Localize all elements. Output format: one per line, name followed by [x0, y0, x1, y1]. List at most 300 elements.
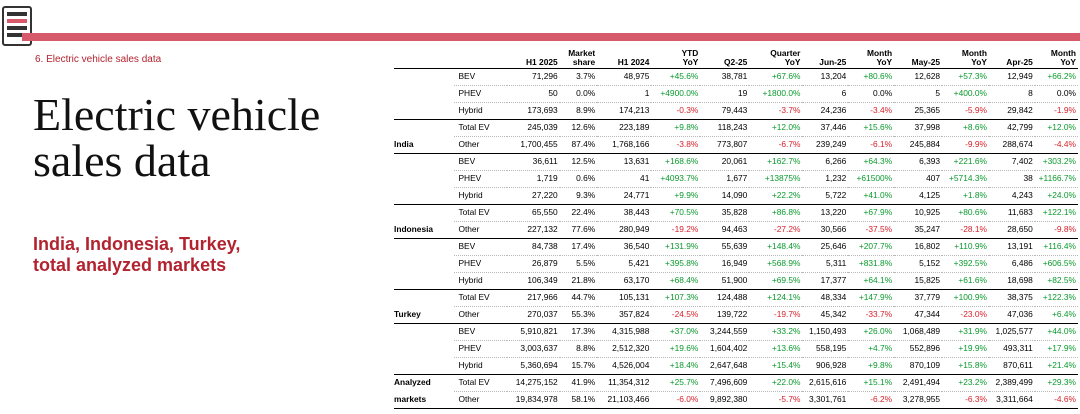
region-cell [394, 256, 454, 273]
value-cell: -19.2% [651, 222, 700, 239]
column-header-line-1: Month [961, 48, 987, 58]
column-header-line-1: Market [568, 48, 596, 58]
value-cell: +80.6% [848, 69, 894, 86]
value-cell: +400.0% [942, 86, 989, 103]
value-cell: 38,375 [989, 290, 1035, 307]
value-cell: 45,342 [802, 307, 848, 324]
value-cell: 4,125 [894, 188, 942, 205]
value-cell: 27,220 [507, 188, 560, 205]
region-label: Indonesia [394, 222, 454, 239]
value-cell: 2,491,494 [894, 375, 942, 392]
table-row [394, 290, 1078, 307]
value-cell: +100.9% [942, 290, 989, 307]
value-cell: 35,828 [700, 205, 749, 222]
value-cell: 36,540 [597, 239, 651, 256]
value-cell: 280,949 [597, 222, 651, 239]
value-cell: 10,925 [894, 205, 942, 222]
value-cell: -5.7% [749, 392, 802, 409]
column-header [560, 49, 598, 69]
value-cell: +31.9% [942, 324, 989, 341]
value-cell: -27.2% [749, 222, 802, 239]
value-cell: 2,647,648 [700, 358, 749, 375]
value-cell: +107.3% [651, 290, 700, 307]
table-row [394, 273, 1078, 290]
region-cell [394, 69, 454, 86]
value-cell: 223,189 [597, 120, 651, 137]
value-cell: 84,738 [507, 239, 560, 256]
value-cell: -6.1% [848, 137, 894, 154]
table-header-row [394, 49, 1078, 69]
column-header [507, 49, 560, 69]
column-header [394, 49, 454, 69]
column-header [989, 49, 1035, 69]
value-cell: -28.1% [942, 222, 989, 239]
vehicle-type-cell: Other [454, 392, 506, 409]
value-cell: 48,334 [802, 290, 848, 307]
value-cell: 6,486 [989, 256, 1035, 273]
value-cell: 25,646 [802, 239, 848, 256]
column-header [894, 49, 942, 69]
column-header-line-2: YoY [784, 57, 801, 67]
value-cell: 5,722 [802, 188, 848, 205]
page-subtitle [33, 234, 393, 276]
table-row [394, 120, 1078, 137]
value-cell: 552,896 [894, 341, 942, 358]
value-cell: +70.5% [651, 205, 700, 222]
value-cell: 77.6% [560, 222, 598, 239]
value-cell: 5,910,821 [507, 324, 560, 341]
vehicle-type-cell: PHEV [454, 171, 506, 188]
value-cell: 407 [894, 171, 942, 188]
region-cell [394, 324, 454, 341]
value-cell: +26.0% [848, 324, 894, 341]
value-cell: +15.6% [848, 120, 894, 137]
value-cell: 55,639 [700, 239, 749, 256]
value-cell: -33.7% [848, 307, 894, 324]
value-cell: 5,152 [894, 256, 942, 273]
value-cell: +64.3% [848, 154, 894, 171]
value-cell: -9.9% [942, 137, 989, 154]
region-cell [394, 86, 454, 103]
value-cell: +15.1% [848, 375, 894, 392]
value-cell: 8.8% [560, 341, 598, 358]
value-cell: 1,677 [700, 171, 749, 188]
value-cell: +392.5% [942, 256, 989, 273]
column-header [700, 49, 749, 69]
value-cell: 28,650 [989, 222, 1035, 239]
region-cell [394, 239, 454, 256]
value-cell: 239,249 [802, 137, 848, 154]
value-cell: 50 [507, 86, 560, 103]
value-cell: 51,900 [700, 273, 749, 290]
value-cell: 11,354,312 [597, 375, 651, 392]
value-cell: 71,296 [507, 69, 560, 86]
value-cell: 357,824 [597, 307, 651, 324]
value-cell: +1166.7% [1035, 171, 1078, 188]
value-cell: 37,998 [894, 120, 942, 137]
column-header-line-1: Q2-25 [724, 57, 748, 67]
value-cell: 12,628 [894, 69, 942, 86]
value-cell: +21.4% [1035, 358, 1078, 375]
vehicle-type-cell: Total EV [454, 290, 506, 307]
value-cell: +122.1% [1035, 205, 1078, 222]
value-cell: +6.4% [1035, 307, 1078, 324]
value-cell: +4.7% [848, 341, 894, 358]
value-cell: 12.6% [560, 120, 598, 137]
value-cell: 20,061 [700, 154, 749, 171]
value-cell: -6.7% [749, 137, 802, 154]
value-cell: 11,683 [989, 205, 1035, 222]
value-cell: +19.9% [942, 341, 989, 358]
table-row [394, 222, 1078, 239]
value-cell: +17.9% [1035, 341, 1078, 358]
value-cell: +69.5% [749, 273, 802, 290]
vehicle-type-cell: Hybrid [454, 273, 506, 290]
region-cell [394, 358, 454, 375]
value-cell: 906,928 [802, 358, 848, 375]
value-cell: +1.8% [942, 188, 989, 205]
value-cell: +66.2% [1035, 69, 1078, 86]
value-cell: +61500% [848, 171, 894, 188]
value-cell: 124,488 [700, 290, 749, 307]
value-cell: +147.9% [848, 290, 894, 307]
value-cell: +116.4% [1035, 239, 1078, 256]
value-cell: 5.5% [560, 256, 598, 273]
column-header-line-1: May-25 [911, 57, 941, 67]
value-cell: 14,090 [700, 188, 749, 205]
column-header-line-1: Quarter [770, 48, 801, 58]
value-cell: 1,150,493 [802, 324, 848, 341]
value-cell: 5,360,694 [507, 358, 560, 375]
value-cell: -3.7% [749, 103, 802, 120]
value-cell: 5 [894, 86, 942, 103]
value-cell: 1,719 [507, 171, 560, 188]
value-cell: -3.4% [848, 103, 894, 120]
value-cell: +29.3% [1035, 375, 1078, 392]
column-header [749, 49, 802, 69]
value-cell: 47,036 [989, 307, 1035, 324]
value-cell: +110.9% [942, 239, 989, 256]
value-cell: -4.6% [1035, 392, 1078, 409]
value-cell: 1 [597, 86, 651, 103]
value-cell: +9.8% [848, 358, 894, 375]
value-cell: 870,109 [894, 358, 942, 375]
value-cell: -19.7% [749, 307, 802, 324]
value-cell: +68.4% [651, 273, 700, 290]
value-cell: 3,311,664 [989, 392, 1035, 409]
value-cell: +122.3% [1035, 290, 1078, 307]
value-cell: 29,842 [989, 103, 1035, 120]
region-cell [394, 154, 454, 171]
vehicle-type-cell: Total EV [454, 120, 506, 137]
page-subtitle-line-2: total analyzed markets [33, 255, 227, 275]
column-header-line-2: YoY [876, 57, 893, 67]
value-cell: +13.6% [749, 341, 802, 358]
value-cell: +25.7% [651, 375, 700, 392]
vehicle-type-cell: Total EV [454, 205, 506, 222]
column-header-line-1: Month [1050, 48, 1076, 58]
value-cell: +207.7% [848, 239, 894, 256]
value-cell: 14,275,152 [507, 375, 560, 392]
value-cell: -24.5% [651, 307, 700, 324]
value-cell: 13,191 [989, 239, 1035, 256]
vehicle-type-cell: PHEV [454, 86, 506, 103]
value-cell: +24.0% [1035, 188, 1078, 205]
value-cell: 1,768,166 [597, 137, 651, 154]
value-cell: +168.6% [651, 154, 700, 171]
value-cell: +831.8% [848, 256, 894, 273]
value-cell: 12.5% [560, 154, 598, 171]
value-cell: 0.0% [560, 86, 598, 103]
value-cell: +61.6% [942, 273, 989, 290]
value-cell: +131.9% [651, 239, 700, 256]
value-cell: 227,132 [507, 222, 560, 239]
region-cell [394, 290, 454, 307]
value-cell: 1,232 [802, 171, 848, 188]
value-cell: 270,037 [507, 307, 560, 324]
column-header-line-1: YTD [681, 48, 699, 58]
table-row [394, 392, 1078, 409]
column-header [597, 49, 651, 69]
value-cell: 3,003,637 [507, 341, 560, 358]
vehicle-type-cell: BEV [454, 324, 506, 341]
value-cell: -4.4% [1035, 137, 1078, 154]
column-header [1035, 49, 1078, 69]
value-cell: +45.6% [651, 69, 700, 86]
column-header [802, 49, 848, 69]
value-cell: 7,402 [989, 154, 1035, 171]
table-row [394, 69, 1078, 86]
value-cell: 38,781 [700, 69, 749, 86]
value-cell: 139,722 [700, 307, 749, 324]
value-cell: 19 [700, 86, 749, 103]
value-cell: +22.0% [749, 375, 802, 392]
column-header-line-1: Apr-25 [1006, 57, 1033, 67]
value-cell: +15.8% [942, 358, 989, 375]
column-header-line-2: share [572, 57, 596, 67]
value-cell: 37,446 [802, 120, 848, 137]
value-cell: +9.9% [651, 188, 700, 205]
value-cell: 21,103,466 [597, 392, 651, 409]
section-label: 6. Electric vehicle sales data [35, 54, 162, 65]
value-cell: 493,311 [989, 341, 1035, 358]
value-cell: 773,807 [700, 137, 749, 154]
value-cell: +124.1% [749, 290, 802, 307]
table-row [394, 324, 1078, 341]
table-row [394, 171, 1078, 188]
value-cell: +606.5% [1035, 256, 1078, 273]
value-cell: +5714.3% [942, 171, 989, 188]
value-cell: +9.8% [651, 120, 700, 137]
value-cell: 18,698 [989, 273, 1035, 290]
table-row [394, 307, 1078, 324]
value-cell: +8.6% [942, 120, 989, 137]
column-header [942, 49, 989, 69]
region-cell [394, 205, 454, 222]
value-cell: 8 [989, 86, 1035, 103]
value-cell: -6.2% [848, 392, 894, 409]
value-cell: 245,039 [507, 120, 560, 137]
table-row [394, 103, 1078, 120]
value-cell: +13875% [749, 171, 802, 188]
value-cell: 16,802 [894, 239, 942, 256]
page-title-line-1: Electric vehicle [33, 89, 321, 140]
value-cell: +37.0% [651, 324, 700, 341]
region-cell [394, 171, 454, 188]
value-cell: +1800.0% [749, 86, 802, 103]
value-cell: -9.8% [1035, 222, 1078, 239]
value-cell: -37.5% [848, 222, 894, 239]
value-cell: 36,611 [507, 154, 560, 171]
value-cell: 9,892,380 [700, 392, 749, 409]
table-row [394, 239, 1078, 256]
vehicle-type-cell: BEV [454, 69, 506, 86]
value-cell: 6,393 [894, 154, 942, 171]
value-cell: 0.0% [1035, 86, 1078, 103]
value-cell: 16,949 [700, 256, 749, 273]
value-cell: 558,195 [802, 341, 848, 358]
page-title-line-2: sales data [33, 135, 211, 186]
value-cell: 4,526,004 [597, 358, 651, 375]
column-header-line-1: Month [867, 48, 893, 58]
column-header-line-1: H1 2024 [617, 57, 650, 67]
region-cell [394, 341, 454, 358]
value-cell: 17,377 [802, 273, 848, 290]
value-cell: 9.3% [560, 188, 598, 205]
table-row [394, 256, 1078, 273]
value-cell: 24,771 [597, 188, 651, 205]
value-cell: 44.7% [560, 290, 598, 307]
column-header [651, 49, 700, 69]
value-cell: 17.3% [560, 324, 598, 341]
vehicle-type-cell: Hybrid [454, 103, 506, 120]
value-cell: 118,243 [700, 120, 749, 137]
column-header [454, 49, 506, 69]
region-cell [394, 273, 454, 290]
value-cell: +80.6% [942, 205, 989, 222]
value-cell: 65,550 [507, 205, 560, 222]
value-cell: 217,966 [507, 290, 560, 307]
column-header-line-2: YoY [682, 57, 699, 67]
table-body [394, 69, 1078, 409]
value-cell: +221.6% [942, 154, 989, 171]
value-cell: +303.2% [1035, 154, 1078, 171]
value-cell: 17.4% [560, 239, 598, 256]
value-cell: 19,834,978 [507, 392, 560, 409]
vehicle-type-cell: Other [454, 222, 506, 239]
value-cell: 4,243 [989, 188, 1035, 205]
value-cell: 24,236 [802, 103, 848, 120]
value-cell: 35,247 [894, 222, 942, 239]
value-cell: 1,604,402 [700, 341, 749, 358]
accent-bar [22, 33, 1080, 41]
value-cell: 7,496,609 [700, 375, 749, 392]
value-cell: 87.4% [560, 137, 598, 154]
value-cell: -5.9% [942, 103, 989, 120]
value-cell: +33.2% [749, 324, 802, 341]
value-cell: 58.1% [560, 392, 598, 409]
value-cell: -23.0% [942, 307, 989, 324]
value-cell: 1,025,577 [989, 324, 1035, 341]
value-cell: -6.3% [942, 392, 989, 409]
vehicle-type-cell: PHEV [454, 341, 506, 358]
value-cell: 13,204 [802, 69, 848, 86]
region-label: India [394, 137, 454, 154]
value-cell: +18.4% [651, 358, 700, 375]
value-cell: 21.8% [560, 273, 598, 290]
value-cell: 3,301,761 [802, 392, 848, 409]
vehicle-type-cell: BEV [454, 154, 506, 171]
value-cell: 15,825 [894, 273, 942, 290]
value-cell: +4093.7% [651, 171, 700, 188]
value-cell: +67.6% [749, 69, 802, 86]
column-header-line-1: Jun-25 [819, 57, 847, 67]
vehicle-type-cell: Other [454, 307, 506, 324]
value-cell: 12,949 [989, 69, 1035, 86]
table-row [394, 375, 1078, 392]
vehicle-type-cell: BEV [454, 239, 506, 256]
value-cell: +568.9% [749, 256, 802, 273]
value-cell: 245,884 [894, 137, 942, 154]
value-cell: 15.7% [560, 358, 598, 375]
value-cell: 1,068,489 [894, 324, 942, 341]
value-cell: +67.9% [848, 205, 894, 222]
value-cell: +162.7% [749, 154, 802, 171]
region-label: Turkey [394, 307, 454, 324]
table-row [394, 341, 1078, 358]
value-cell: 5,311 [802, 256, 848, 273]
page-title [33, 89, 393, 186]
value-cell: 79,443 [700, 103, 749, 120]
value-cell: 3,278,955 [894, 392, 942, 409]
vehicle-type-cell: Other [454, 137, 506, 154]
value-cell: +57.3% [942, 69, 989, 86]
value-cell: +148.4% [749, 239, 802, 256]
table-row [394, 358, 1078, 375]
value-cell: +44.0% [1035, 324, 1078, 341]
value-cell: 2,615,616 [802, 375, 848, 392]
value-cell: 94,463 [700, 222, 749, 239]
table-row [394, 188, 1078, 205]
table-row [394, 137, 1078, 154]
value-cell: +64.1% [848, 273, 894, 290]
region-cell [394, 120, 454, 137]
value-cell: 6 [802, 86, 848, 103]
value-cell: 0.6% [560, 171, 598, 188]
value-cell: 41 [597, 171, 651, 188]
value-cell: -3.8% [651, 137, 700, 154]
value-cell: +86.8% [749, 205, 802, 222]
value-cell: 3,244,559 [700, 324, 749, 341]
vehicle-type-cell: Hybrid [454, 358, 506, 375]
value-cell: 30,566 [802, 222, 848, 239]
value-cell: +22.2% [749, 188, 802, 205]
column-header [848, 49, 894, 69]
value-cell: 41.9% [560, 375, 598, 392]
value-cell: +82.5% [1035, 273, 1078, 290]
value-cell: 5,421 [597, 256, 651, 273]
value-cell: 13,220 [802, 205, 848, 222]
value-cell: 174,213 [597, 103, 651, 120]
value-cell: +395.8% [651, 256, 700, 273]
value-cell: 105,131 [597, 290, 651, 307]
value-cell: 25,365 [894, 103, 942, 120]
value-cell: 63,170 [597, 273, 651, 290]
value-cell: +41.0% [848, 188, 894, 205]
value-cell: 13,631 [597, 154, 651, 171]
ev-sales-table [394, 49, 1078, 409]
region-cell [394, 188, 454, 205]
